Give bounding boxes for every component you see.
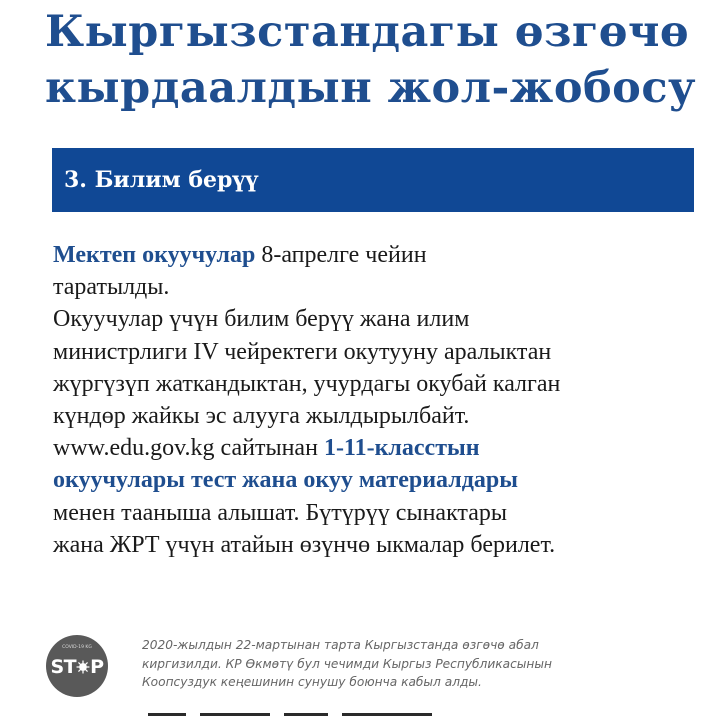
page-title-line-1: Кыргызстандагы өзгөчө (45, 7, 690, 57)
footnote-line-3: Коопсуздук кеңешинин сунушу боюнча кабыл алды. (142, 675, 482, 689)
body-line-7 (53, 432, 693, 464)
virus-icon (76, 660, 90, 674)
website-text: www.edu.gov.kg сайтынан (53, 435, 324, 462)
footnote-line-2: киргизилди. КР Өкмөтү бул чечимди Кыргыз Республикасынын (142, 656, 552, 671)
cropped-text-fragment (148, 712, 708, 720)
highlight-materials: окуучулары тест жана окуу материалдары (53, 467, 518, 494)
body-paragraph (53, 239, 693, 561)
stop-logo-word (46, 656, 108, 678)
stop-logo-small-text: COVID-19 KG (62, 645, 92, 650)
section-header-bar (52, 148, 694, 212)
highlight-grades: 1-11-класстын (323, 435, 480, 462)
stop-word-right: P (90, 656, 104, 678)
body-line-1 (53, 239, 693, 271)
body-line-9: менен тааныша алышат. Бүтүрүү сынактары (53, 499, 507, 526)
body-line-6: күндөр жайкы эс алууга жылдырылбайт. (53, 403, 470, 430)
body-line-2: таратылды. (53, 274, 170, 301)
body-line-10: жана ЖРТ үчүн атайын өзүнчө ыкмалар берилет. (53, 531, 556, 558)
body-line-3: Окуучулар үчүн билим берүү жана илим (53, 306, 470, 333)
section-header-label: 3. Билим берүү (64, 167, 258, 193)
footnote-line-1: 2020-жылдын 22-мартынан тарта Кыргызстанда өзгөчө абал (142, 638, 539, 652)
page-title (45, 4, 705, 116)
stop-covid-logo (46, 635, 108, 697)
footnote (142, 636, 702, 692)
stop-word-left: ST (50, 656, 77, 678)
body-line-4: министрлиги IV чейректеги окутууну аралыктан (53, 338, 552, 365)
body-line-1-rest: 8-апрелге чейин (255, 242, 427, 268)
highlight-students: Мектеп окуучулар (53, 242, 256, 268)
body-line-5: жүргүзүп жаткандыктан, учурдагы окубай калган (53, 370, 561, 397)
page-title-line-2: кырдаалдын жол-жобосу (45, 63, 697, 113)
